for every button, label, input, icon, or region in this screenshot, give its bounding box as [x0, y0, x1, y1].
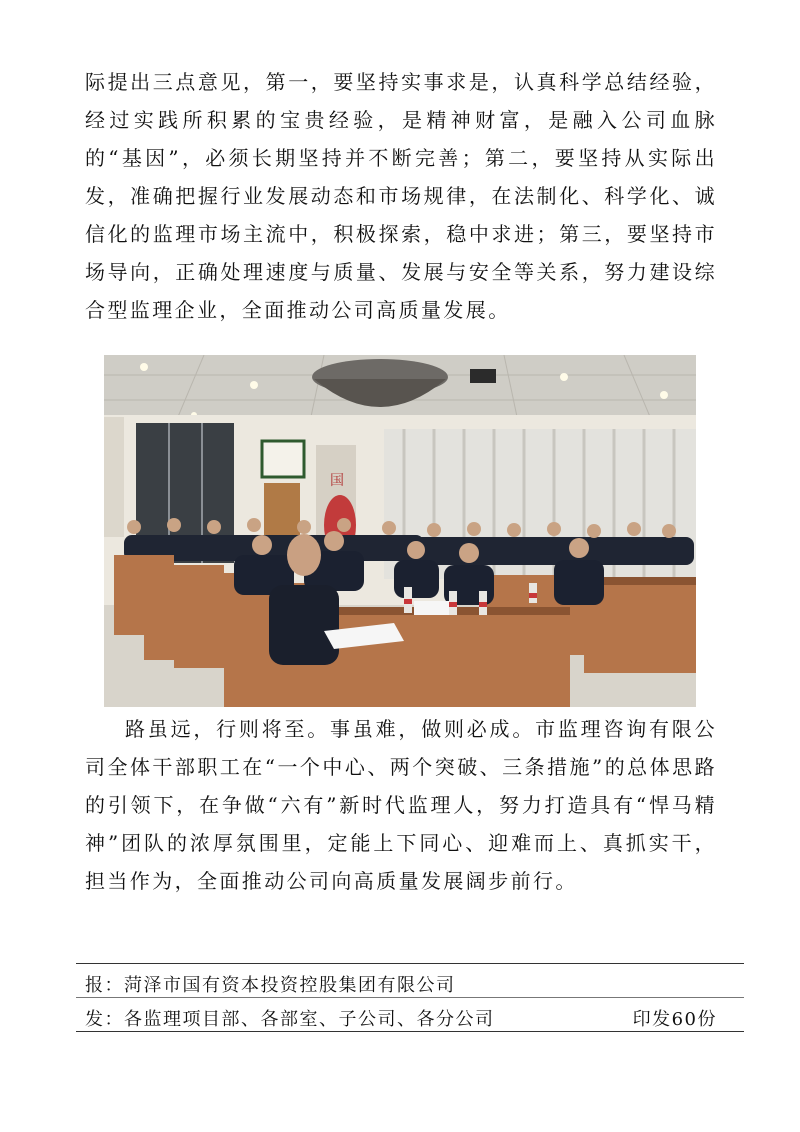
footer-report-line — [85, 971, 717, 997]
report-recipient: 报：菏泽市国有资本投资控股集团有限公司 — [85, 975, 456, 996]
footer-middle-rule — [76, 997, 744, 998]
body-paragraph-1: 际提出三点意见，第一，要坚持实事求是，认真科学总结经验，经过实践所积累的宝贵经验，是精神财富，是融入公司血脉的“基因”，必须长期坚持并不断完善；第二，要坚持从实际出发，准确把握行业发展动态和市场规律，在法制化、科学化、诚信化的监理市场主流中，积极探索，稳中求进；第三，要坚持市场导向，正确处理速度与质量、发展与安全等关系，努力建设综合型监理企业，全面推动公司高质量发展。 — [85, 70, 717, 322]
send-recipients: 发：各监理项目部、各部室、子公司、各分公司 — [85, 1009, 495, 1030]
meeting-photo — [104, 355, 696, 707]
body-paragraph-2: 路虽远，行则将至。事虽难，做则必成。市监理咨询有限公司全体干部职工在“一个中心、两个突破、三条措施”的总体思路的引领下，在争做“六有”新时代监理人，努力打造具有“悍马精神”团队的浓厚氛围里，定能上下同心、迎难而上、真抓实干，担当作为，全面推动公司向高质量发展阔步前行。 — [85, 717, 717, 893]
copies-count: 印发60份 — [632, 1009, 717, 1030]
footer-bottom-rule — [76, 1031, 744, 1032]
footer-send-line — [85, 1005, 717, 1031]
footer-top-rule — [76, 963, 744, 964]
meeting-photo-illustration — [104, 355, 696, 707]
wall-banner-text: 国 — [330, 473, 344, 489]
